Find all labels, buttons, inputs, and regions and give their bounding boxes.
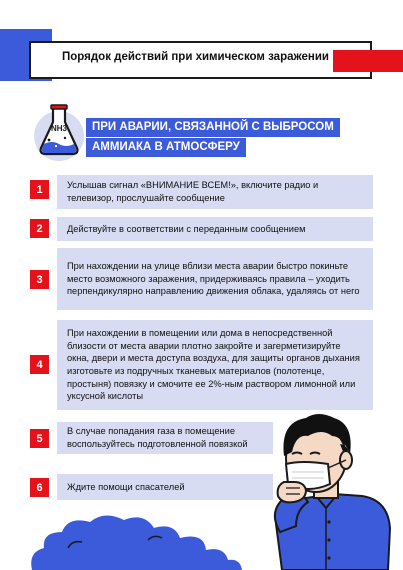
step-number: 1: [30, 180, 49, 199]
banner-line-1: ПРИ АВАРИИ, СВЯЗАННОЙ С ВЫБРОСОМ: [86, 118, 340, 137]
step-text: Услышав сигнал «ВНИМАНИЕ ВСЕМ!», включите радио и телевизор, прослушайте сообщение: [57, 175, 373, 209]
step-number: 4: [30, 355, 49, 374]
flask-icon: [32, 100, 86, 162]
person-in-mask-illustration: [262, 402, 403, 570]
page-title: Порядок действий при химическом заражении: [62, 51, 329, 63]
step-text: Действуйте в соответствии с переданным сообщением: [57, 217, 373, 241]
step-number: 3: [30, 270, 49, 289]
step-text: При нахождении на улице вблизи места аварии быстро покиньте место возможного заражения, придерживаясь правила – уходить перпендикулярно направлению движения облака, удаляясь от него: [57, 248, 373, 310]
step-text: В случае попадания газа в помещение воспользуйтесь подготовленной повязкой: [57, 422, 273, 454]
step-text: При нахождении в помещении или дома в непосредственной близости от места аварии плотно закройте и загерметизируйте окна, двери и места доступа воздуха, для защиты органов дыхания изготовьте из подручных тканевых материалов (полотенце, простыня) повязку и смочите ее 2%-ным раствором лимонной или уксусной кислоты: [57, 320, 373, 410]
step-number: 2: [30, 219, 49, 238]
step-number: 5: [30, 429, 49, 448]
step-number: 6: [30, 478, 49, 497]
header-red-bar: [333, 50, 403, 72]
gas-cloud-illustration: [28, 508, 268, 570]
flask-label: NH3: [50, 124, 68, 133]
step-text: Ждите помощи спасателей: [57, 474, 273, 500]
banner-line-2: АММИАКА В АТМОСФЕРУ: [86, 138, 246, 157]
section-banner: [86, 117, 358, 157]
